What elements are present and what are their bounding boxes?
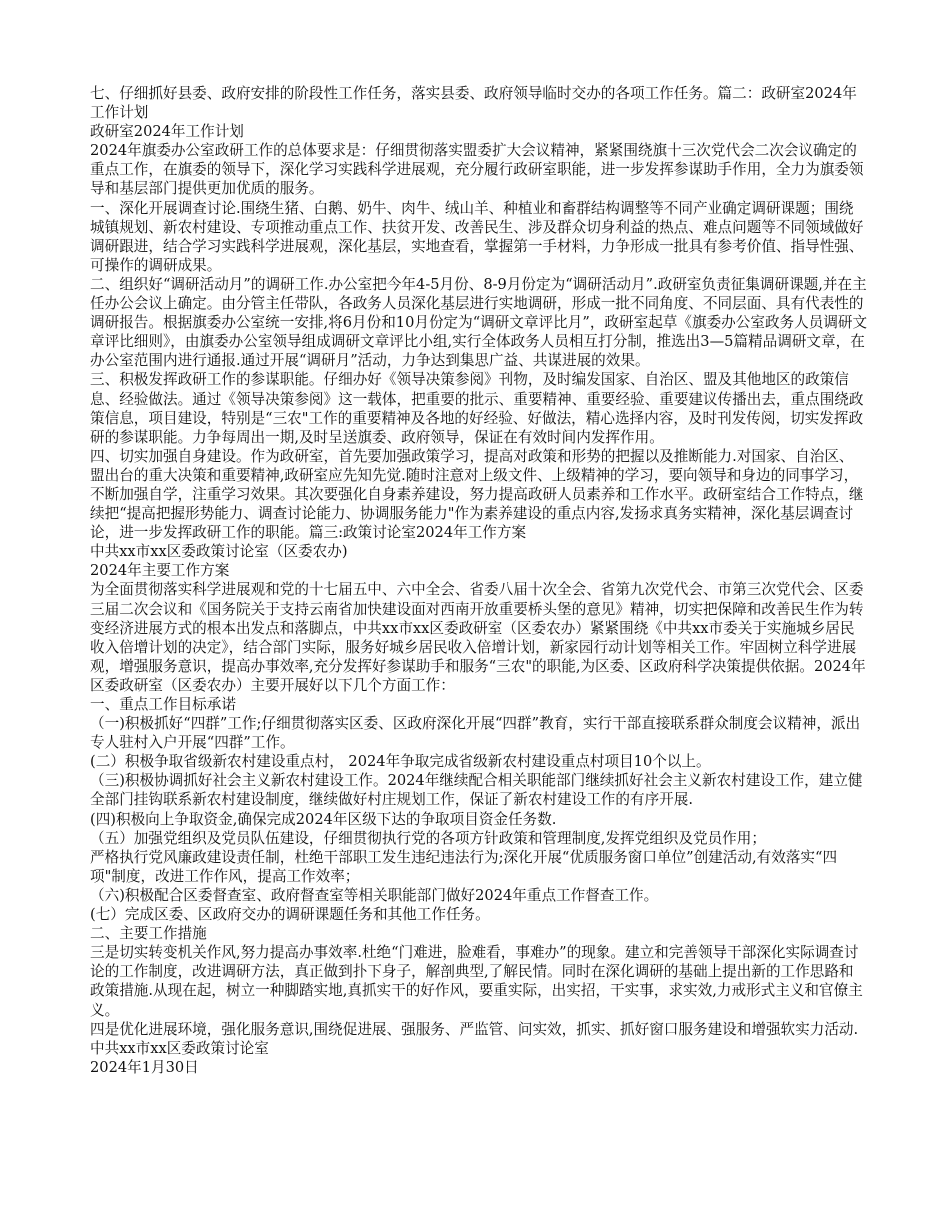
paragraph: 七、仔细抓好县委、政府安排的阶段性工作任务，落实县委、政府领导临时交办的各项工作任务。篇二：政研室2024年工作计划: [90, 85, 857, 122]
signature-date: 2024年1月30日: [90, 1058, 199, 1076]
paragraph: 2024年旗委办公室政研工作的总体要求是：仔细贯彻落实盟委扩大会议精神，紧紧围绕旗十三次党代会二次会议确定的重点工作，在旗委的领导下，深化学习实践科学进展观，充分履行政研室职能，进一步发挥参谋助手作用，全力为旗委领导和基层部门提供更加优质的服务。: [90, 142, 864, 198]
list-item: (二）积极争取省级新农村建设重点村， 2024年争取完成省级新农村建设重点村项目10个以上。: [90, 753, 711, 771]
list-item: (四)积极向上争取资金,确保完成2024年区级下达的争取项目资金任务数.: [90, 810, 557, 828]
paragraph: 四是优化进展环境，强化服务意识,围绕促进展、强服务、严监管、问实效，抓实、抓好窗口服务建设和增强软实力活动.: [90, 1020, 859, 1038]
list-item: （六)积极配合区委督查室、政府督查室等相关职能部门做好2024年重点工作督查工作。: [90, 886, 659, 904]
paragraph: 二、组织好“调研活动月”的调研工作.办公室把今年4-5月份、8-9月份定为“调研活动月”.政研室负责征集调研课题,并在主任办公会议上确定。由分管主任带队，各政务人员深化基层进行实地调研，形成一批不同角度、不同层面、具有代表性的调研报告。根据旗委办公室统一安排,将6月份和10月份定为“调研文章评比月”，政研室起草《旗委办公室政务人员调研文章评比细则》，由旗委办公室领导组成调研文章评比小组,实行全体政务人员相互打分制，推选出3—5篇精品调研文章，在办公室范围内进行通报.通过开展“调研月”活动，力争达到集思广益、共谋进展的效果。: [90, 275, 868, 370]
paragraph: 为全面贯彻落实科学进展观和党的十七届五中、六中全会、省委八届十次全会、省第九次党代会、市第三次党代会、区委三届二次会议和《国务院关于支持云南省加快建设面对西南开放重要桥头堡的意见》精神，切实把保障和改善民生作为转变经济进展方式的根本出发点和落脚点，中共xx市xx区委政研室（区委农办）紧紧围绕《中共xx市委关于实施城乡居民收入倍增计划的决定》，结合部门实际，服务好城乡居民收入倍增计划，新家园行动计划等相关工作。牢固树立科学进展观，增强服务意识，提高办事效率,充分发挥好参谋助手和服务“三农"的职能,为区委、区政府科学决策提供依据。2024年区委政研室（区委农办）主要开展好以下几个方面工作：: [90, 581, 866, 694]
signature-org: 中共xx市xx区委政策讨论室: [90, 1039, 269, 1057]
section-title: 中共xx市xx区委政策讨论室（区委农办): [90, 543, 348, 561]
heading: 一、重点工作目标承诺: [90, 696, 236, 713]
paragraph: 严格执行党风廉政建设责任制，杜绝干部职工发生违纪违法行为;深化开展“优质服务窗口单位”创建活动,有效落实“四项"制度，改进工作作风，提高工作效率；: [90, 848, 838, 885]
paragraph: 一、深化开展调查讨论.围绕生猪、白鹅、奶牛、肉牛、绒山羊、种植业和畜群结构调整等不同产业确定调研课题；围绕城镇规划、新农村建设、专项推动重点工作、扶贫开发、改善民生、涉及群众切身利益的热点、难点问题等不同领域做好调研跟进，结合学习实践科学进展观，深化基层，实地查看，掌握第一手材料，力争形成一批具有参考价值、指导性强、可操作的调研成果。: [90, 199, 864, 274]
section-title: 2024年主要工作方案: [90, 562, 230, 580]
list-item: （三)积极协调抓好社会主义新农村建设工作。2024年继续配合相关职能部门继续抓好社会主义新农村建设工作，建立健全部门挂钩联系新农村建设制度，继续做好村庄规划工作，保证了新农村建设工作的有序开展.: [90, 772, 863, 809]
section-title: 政研室2024年工作计划: [90, 123, 244, 141]
paragraph: 四、切实加强自身建设。作为政研室，首先要加强政策学习，提高对政策和形势的把握以及推断能力.对国家、自治区、盟出台的重大决策和重要精神,政研室应先知先觉.随时注意对上级文件、上级精神的学习，要向领导和身边的同事学习，不断加强自学，注重学习效果。其次要强化自身素养建设，努力提高政研人员素养和工作水平。政研室结合工作特点，继续把“提高把握形势能力、调查讨论能力、协调服务能力"作为素养建设的重点内容,发扬求真务实精神，深化基层调查讨论，进一步发挥政研工作的职能。篇三:政策讨论室2024年工作方案: [90, 447, 864, 542]
list-item: (七）完成区委、区政府交办的调研课题任务和其他工作任务。: [90, 906, 490, 924]
paragraph: 三是切实转变机关作风,努力提高办事效率.杜绝“门难进，脸难看，事难办”的现象。建立和完善领导干部深化实际调查讨论的工作制度，改进调研方法，真正做到扑下身子，解剖典型,了解民情。同时在深化调研的基础上提出新的工作思路和政策措施.从现在起，树立一种脚踏实地,真抓实干的好作风，要重实际，出实招，干实事，求实效,力戒形式主义和官僚主义。: [90, 944, 863, 1019]
list-item: （五）加强党组织及党员队伍建设，仔细贯彻执行党的各项方针政策和管理制度,发挥党组织及党员作用；: [90, 829, 766, 847]
list-item: （一)积极抓好“四群”工作;仔细贯彻落实区委、区政府深化开展“四群”教育，实行干部直接联系群众制度会议精神，派出专人驻村入户开展“四群”工作。: [90, 715, 861, 752]
heading: 二、主要工作措施: [90, 925, 207, 943]
paragraph: 三、积极发挥政研工作的参谋职能。仔细办好《领导决策参阅》刊物，及时编发国家、自治区、盟及其他地区的政策信息、经验做法。通过《领导决策参阅》这一载体，把重要的批示、重要精神、重要经验、重要建议传播出去，重点围绕政策信息，项目建设，特别是“三农"工作的重要精神及各地的好经验、好做法，精心选择内容，及时刊发传阅，切实发挥政研的参谋职能。力争每周出一期,及时呈送旗委、政府领导，保证在有效时间内发挥作用。: [90, 371, 864, 446]
